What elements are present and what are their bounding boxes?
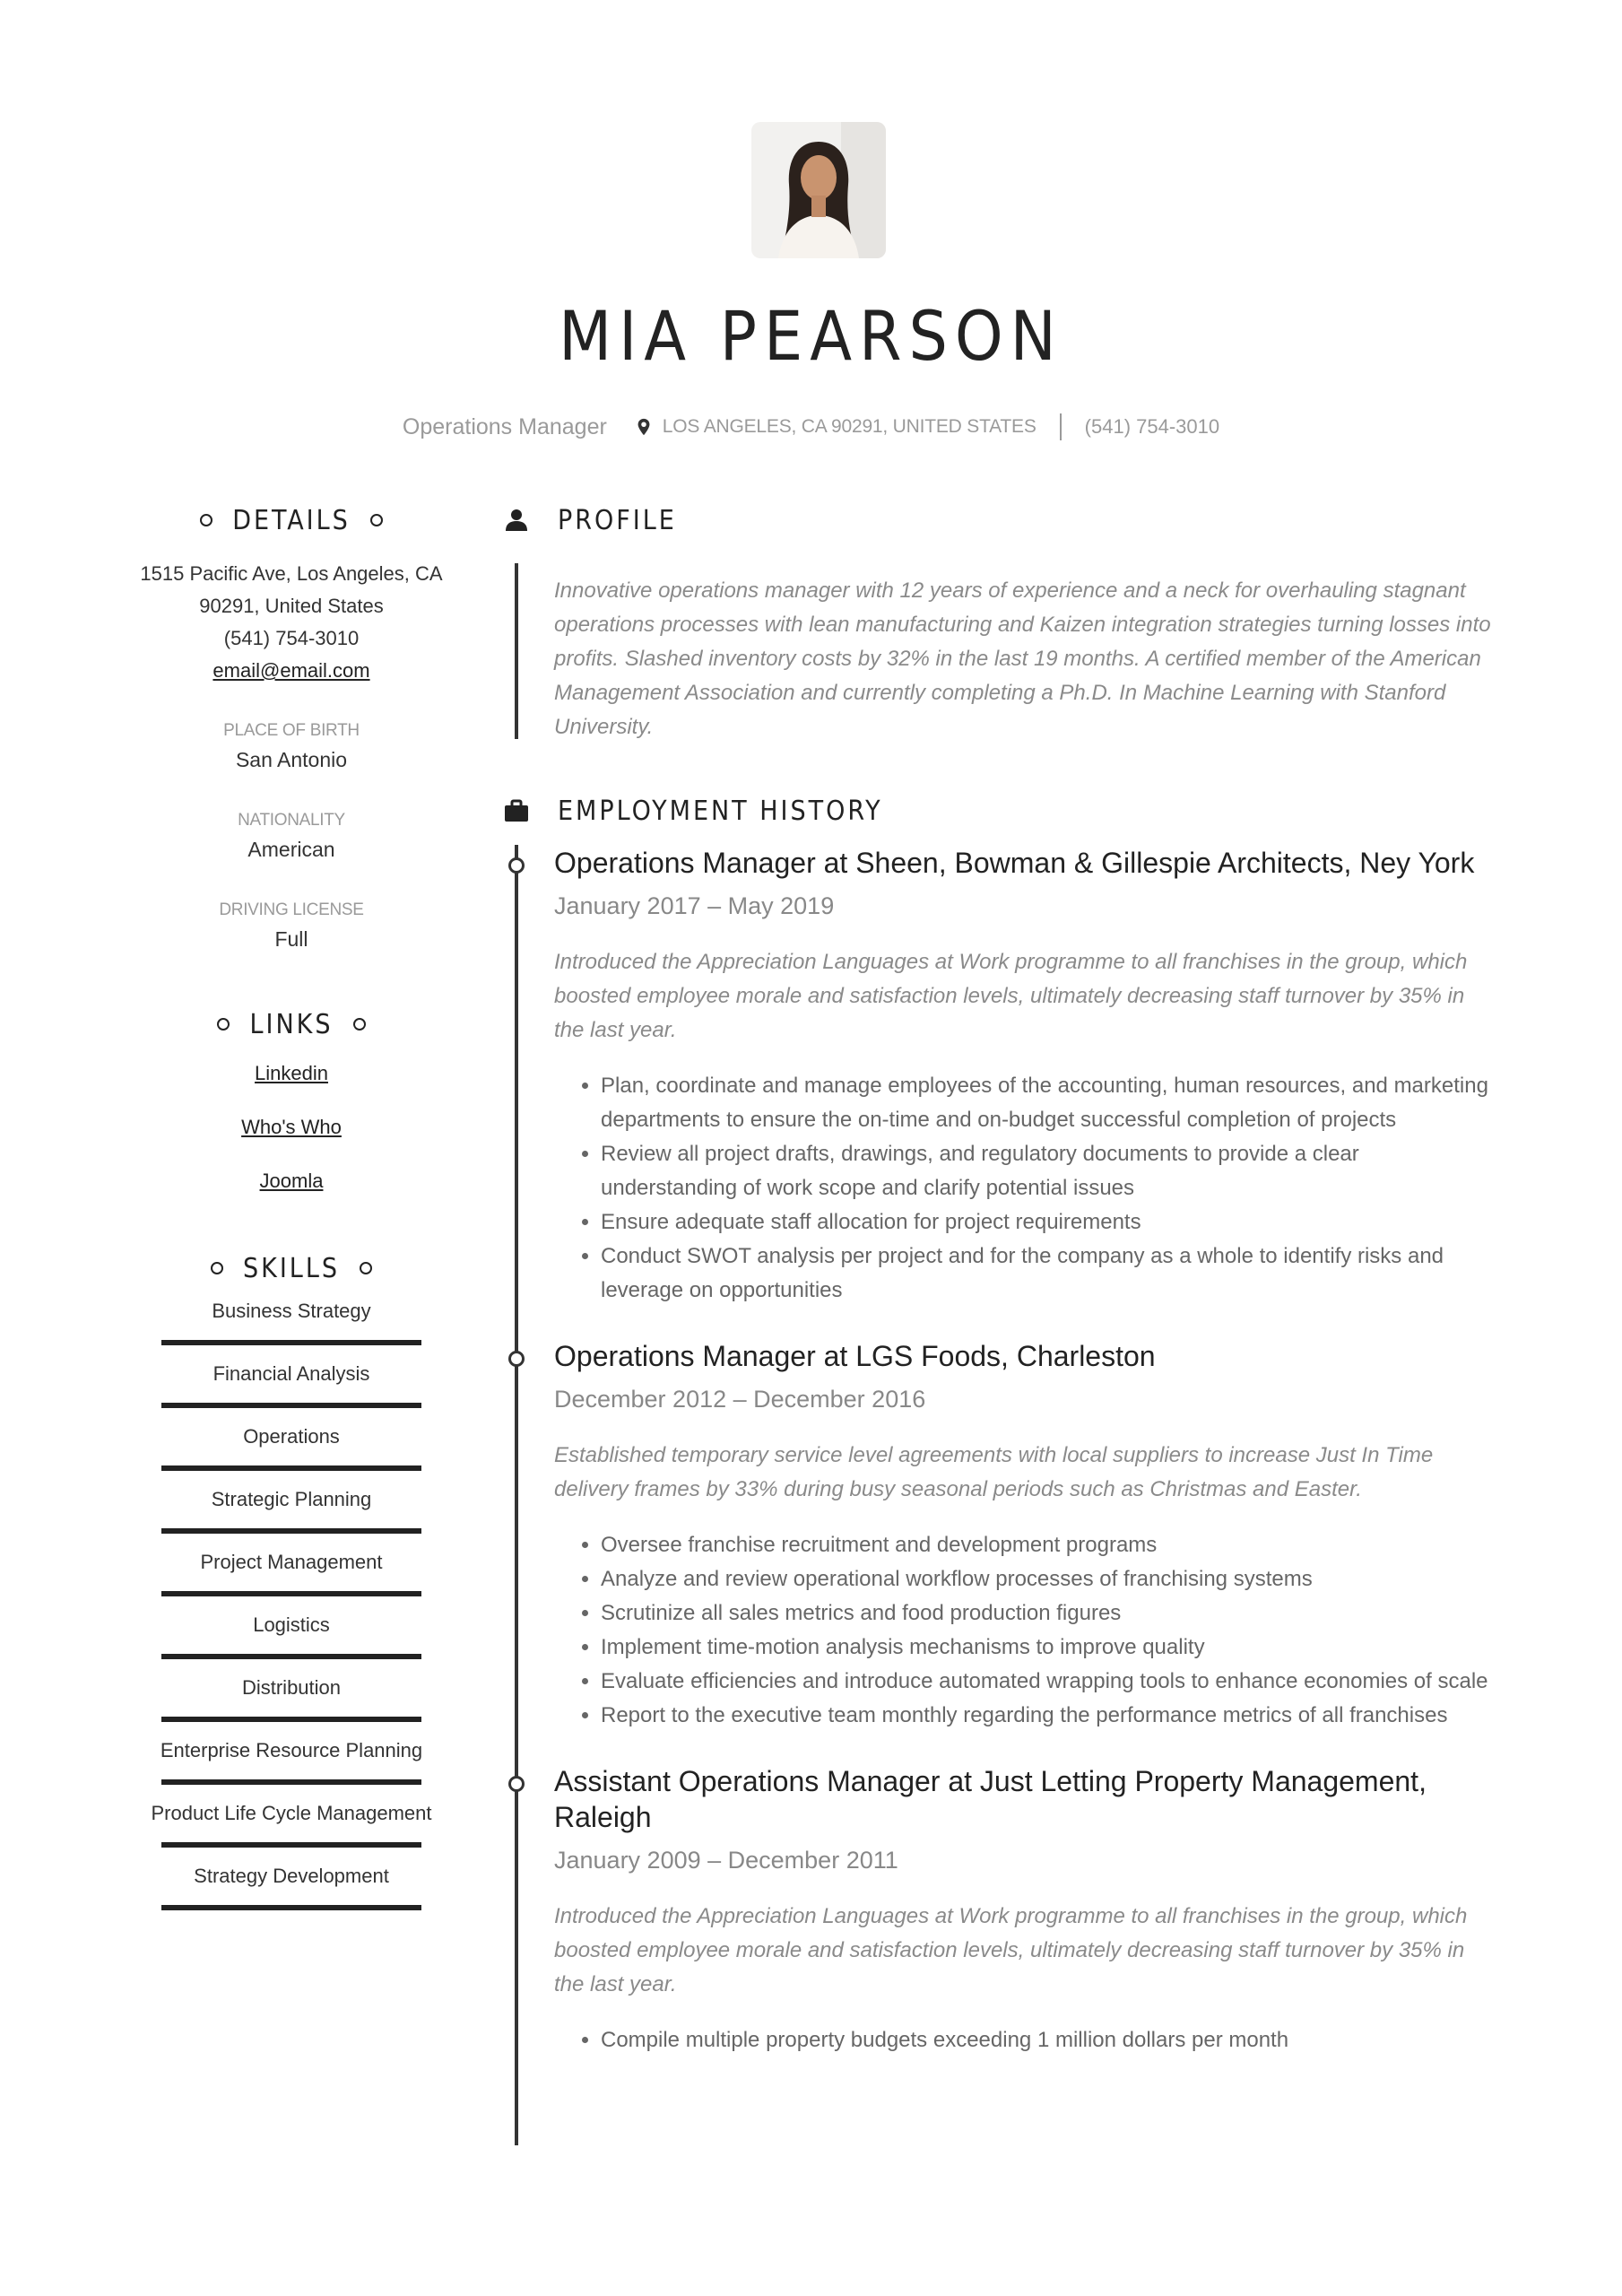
- job-bullets: [554, 1528, 1497, 1733]
- skill-bar: [161, 1340, 421, 1345]
- candidate-name: MIA PEARSON: [559, 296, 1063, 376]
- list-item: • Review all project drafts, drawings, and regulatory documents to provide a clear understanding of work scope and clarify potential issues: [601, 1137, 1497, 1205]
- location-pin-icon: [634, 417, 654, 437]
- profile-heading: PROFILE: [502, 502, 1497, 538]
- circle-icon: [360, 1262, 372, 1274]
- job-title: Operations Manager at Sheen, Bowman & Gillespie Architects, Ney York: [554, 847, 1475, 879]
- skill-item: Operations: [126, 1419, 457, 1471]
- address-line-2: 90291, United States: [199, 595, 384, 617]
- link-linkedin[interactable]: Linkedin: [255, 1062, 328, 1084]
- job-bullets: [554, 1069, 1497, 1308]
- skills-heading: SKILLS: [126, 1250, 457, 1286]
- job-dates: January 2009 – December 2011: [554, 1847, 898, 1874]
- divider: [1060, 413, 1062, 440]
- list-item: • Oversee franchise recruitment and development programs: [601, 1528, 1497, 1562]
- timeline-node: [508, 1776, 525, 1792]
- place-of-birth-value: San Antonio: [235, 748, 348, 771]
- employment-timeline: [502, 845, 1497, 2057]
- job-dates: January 2017 – May 2019: [554, 892, 835, 919]
- briefcase-icon: [502, 796, 531, 825]
- location: LOS ANGELES, CA 90291, UNITED STATES: [662, 416, 1037, 437]
- profile-text: Innovative operations manager with 12 years of experience and a neck for overhauling stagnant operations processes with lean manufacturing and Kaizen integration strategies turning losses into profits. Slashed inventory costs by 32% in the last 19 months. A certified member of the American Management Association and currently completing a Ph.D. In Machine Learning with Stanford University.: [554, 578, 1491, 739]
- circle-icon: [200, 514, 213, 526]
- job-summary: Introduced the Appreciation Languages at Work programme to all franchises in the group, which boosted employee morale and satisfaction levels, ultimately decreasing staff turnover by 35% in the last year.: [554, 950, 1468, 1042]
- skill-item: Strategic Planning: [126, 1482, 457, 1534]
- list-item: • Evaluate efficiencies and introduce automated wrapping tools to enhance economies of scale: [601, 1665, 1497, 1699]
- list-item: • Ensure adequate staff allocation for project requirements: [601, 1205, 1497, 1239]
- driving-license-label: DRIVING LICENSE: [219, 900, 364, 919]
- circle-icon: [217, 1018, 230, 1031]
- profile-photo: [751, 122, 886, 258]
- job-summary: Established temporary service level agreements with local suppliers to increase Just In Time delivery frames by 33% during busy seasonal periods such as Christmas and Easter.: [554, 1443, 1434, 1501]
- skill-item: Enterprise Resource Planning: [126, 1733, 457, 1785]
- job-title: Operations Manager: [402, 413, 607, 439]
- job-title: Operations Manager at LGS Foods, Charleston: [554, 1340, 1156, 1372]
- skill-item: Product Life Cycle Management: [126, 1796, 457, 1848]
- links-heading: LINKS: [126, 1006, 457, 1042]
- profile-section: [502, 574, 1497, 744]
- nationality-label: NATIONALITY: [238, 811, 345, 830]
- list-item: • Compile multiple property budgets exceeding 1 million dollars per month: [601, 2023, 1497, 2057]
- address-block: [126, 558, 457, 687]
- skill-item: Strategy Development: [126, 1858, 457, 1910]
- link-joomla[interactable]: Joomla: [259, 1170, 324, 1192]
- skill-bar: [161, 1717, 421, 1722]
- skill-item: Business Strategy: [126, 1293, 457, 1345]
- skill-bar: [161, 1905, 421, 1910]
- circle-icon: [370, 514, 383, 526]
- job-entry: [502, 1338, 1497, 1733]
- list-item: • Implement time-motion analysis mechanisms to improve quality: [601, 1631, 1497, 1665]
- job-entry: [502, 1763, 1497, 2057]
- skill-bar: [161, 1591, 421, 1596]
- skill-bar: [161, 1654, 421, 1659]
- job-summary: Introduced the Appreciation Languages at Work programme to all franchises in the group, which boosted employee morale and satisfaction levels, ultimately decreasing staff turnover by 35% in the last year.: [554, 1904, 1468, 1996]
- skills-list: [126, 1293, 457, 1910]
- address-line-1: 1515 Pacific Ave, Los Angeles, CA: [140, 562, 443, 585]
- phone: (541) 754-3010: [1084, 415, 1220, 438]
- skill-item: Logistics: [126, 1607, 457, 1659]
- list-item: • Analyze and review operational workflow processes of franchising systems: [601, 1562, 1497, 1596]
- skill-bar: [161, 1779, 421, 1785]
- job-bullets: [554, 2023, 1497, 2057]
- details-heading: DETAILS: [126, 502, 457, 538]
- timeline-line: [515, 563, 518, 739]
- contact-line: [0, 409, 1622, 445]
- skill-bar: [161, 1403, 421, 1408]
- skill-item: Distribution: [126, 1670, 457, 1722]
- main-content: [502, 502, 1497, 2057]
- timeline-node: [508, 1351, 525, 1367]
- link-whos-who[interactable]: Who's Who: [241, 1116, 342, 1138]
- job-entry: [502, 845, 1497, 1308]
- circle-icon: [353, 1018, 366, 1031]
- list-item: • Plan, coordinate and manage employees of the accounting, human resources, and marketing departments to ensure the on-time and on-budget successful completion of projects: [601, 1069, 1497, 1137]
- email-link[interactable]: email@email.com: [213, 659, 370, 682]
- list-item: • Scrutinize all sales metrics and food production figures: [601, 1596, 1497, 1631]
- nationality-value: American: [247, 838, 335, 861]
- person-icon: [502, 506, 531, 535]
- details-phone: (541) 754-3010: [223, 627, 360, 649]
- timeline-node: [508, 857, 525, 874]
- circle-icon: [211, 1262, 223, 1274]
- list-item: • Conduct SWOT analysis per project and for the company as a whole to identify risks and leverage on opportunities: [601, 1239, 1497, 1308]
- place-of-birth-label: PLACE OF BIRTH: [223, 721, 360, 740]
- employment-heading: EMPLOYMENT HISTORY: [502, 793, 1497, 829]
- skill-bar: [161, 1465, 421, 1471]
- job-dates: December 2012 – December 2016: [554, 1386, 926, 1413]
- list-item: • Report to the executive team monthly regarding the performance metrics of all franchises: [601, 1699, 1497, 1733]
- job-title: Assistant Operations Manager at Just Letting Property Management, Raleigh: [554, 1765, 1427, 1833]
- skill-bar: [161, 1842, 421, 1848]
- skill-item: Financial Analysis: [126, 1356, 457, 1408]
- skill-bar: [161, 1528, 421, 1534]
- skill-item: Project Management: [126, 1544, 457, 1596]
- driving-license-value: Full: [274, 927, 308, 951]
- links-list: [126, 1060, 457, 1195]
- sidebar: [126, 502, 457, 1910]
